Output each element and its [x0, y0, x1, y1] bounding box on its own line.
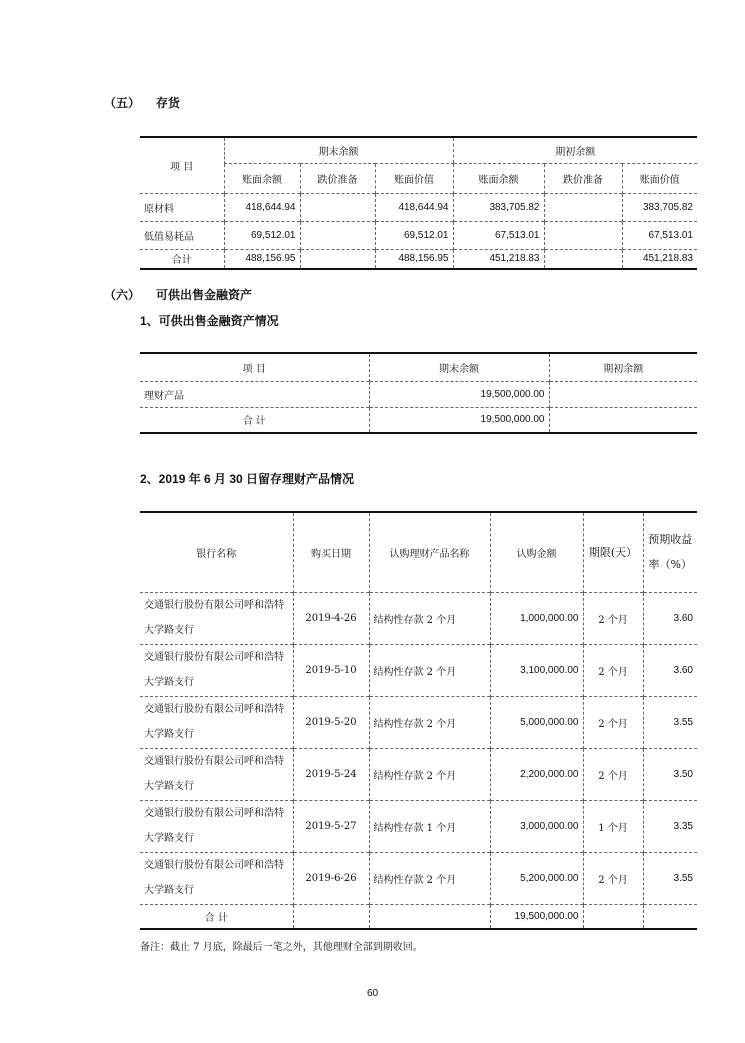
product-rate: 3.50	[643, 748, 697, 800]
inv-cell: 69,512.01	[375, 221, 453, 249]
product-amount: 3,100,000.00	[490, 644, 583, 696]
table-row	[140, 193, 697, 221]
afs-header-item: 项 目	[242, 363, 266, 375]
table-row-total	[140, 407, 697, 433]
inv-row-name: 低值易耗品	[144, 231, 194, 243]
afs-header-end: 期末余额	[369, 353, 549, 381]
product-bank-name: 交通银行股份有限公司呼和浩特大学路支行	[144, 756, 284, 792]
product-rate: 3.55	[643, 696, 697, 748]
table-row	[140, 592, 697, 644]
inv-cell	[300, 221, 375, 249]
afs-table	[140, 352, 697, 434]
inv-cell	[544, 249, 622, 269]
product-term: 2 个月	[583, 748, 643, 800]
table-row	[140, 381, 697, 407]
afs-row-name: 理财产品	[144, 390, 184, 402]
inv-header-item: 项 目	[170, 161, 194, 173]
afs-cell: 19,500,000.00	[369, 381, 549, 407]
inv-cell	[300, 249, 375, 269]
table-row	[140, 644, 697, 696]
products-header-product: 认购理财产品名称	[369, 512, 490, 592]
products-total-cell	[643, 904, 697, 929]
product-term: 2 个月	[583, 644, 643, 696]
section6-title: 可供出售金融资产	[156, 288, 253, 302]
inv-header-book-balance-2: 账面余额	[453, 163, 544, 193]
product-rate: 3.35	[643, 800, 697, 852]
inv-header-begin-group: 期初余额	[453, 137, 697, 163]
products-header-bank: 银行名称	[196, 548, 237, 560]
products-table	[140, 511, 697, 930]
inv-cell: 451,218.83	[453, 249, 544, 269]
inv-cell: 418,644.94	[224, 193, 300, 221]
table-note: 备注：截止 7 月底，除最后一笔之外，其他理财全部到期收回。	[140, 942, 423, 953]
product-bank-name: 交通银行股份有限公司呼和浩特大学路支行	[144, 808, 284, 844]
product-amount: 5,200,000.00	[490, 852, 583, 904]
inv-cell: 67,513.01	[622, 221, 697, 249]
product-purchase-date: 2019-5-20	[293, 696, 369, 748]
table-row	[140, 800, 697, 852]
product-name: 结构性存款 2 个月	[369, 748, 490, 800]
section6-subheading-1: 1、可供出售金融资产情况	[140, 314, 279, 328]
table-row	[140, 221, 697, 249]
products-total-label: 合 计	[204, 912, 228, 924]
product-purchase-date: 2019-6-26	[293, 852, 369, 904]
product-bank-name: 交通银行股份有限公司呼和浩特大学路支行	[144, 704, 284, 740]
product-term: 1 个月	[583, 800, 643, 852]
inv-cell: 488,156.95	[375, 249, 453, 269]
inv-cell: 67,513.01	[453, 221, 544, 249]
inv-cell: 451,218.83	[622, 249, 697, 269]
inv-header-impairment: 跌价准备	[300, 163, 375, 193]
product-name: 结构性存款 2 个月	[369, 852, 490, 904]
section6-subheading-2: 2、2019 年 6 月 30 日留存理财产品情况	[140, 472, 355, 486]
inv-cell	[544, 193, 622, 221]
products-total-cell	[369, 904, 490, 929]
product-purchase-date: 2019-4-26	[293, 592, 369, 644]
afs-cell	[549, 381, 697, 407]
afs-cell: 19,500,000.00	[369, 407, 549, 433]
product-term: 2 个月	[583, 592, 643, 644]
inv-header-book-balance: 账面余额	[224, 163, 300, 193]
product-amount: 2,200,000.00	[490, 748, 583, 800]
product-name: 结构性存款 2 个月	[369, 592, 490, 644]
products-header-term: 期限(天）	[583, 512, 643, 592]
afs-row-name: 合 计	[242, 416, 266, 428]
products-total-cell	[293, 904, 369, 929]
section5-title: 存货	[156, 96, 181, 110]
product-purchase-date: 2019-5-10	[293, 644, 369, 696]
product-bank-name: 交通银行股份有限公司呼和浩特大学路支行	[144, 860, 284, 896]
inv-cell: 383,705.82	[622, 193, 697, 221]
inv-cell	[544, 221, 622, 249]
products-header-date: 购买日期	[293, 512, 369, 592]
inv-header-book-value-2: 账面价值	[622, 163, 697, 193]
product-rate: 3.60	[643, 592, 697, 644]
products-header-rate: 预期收益率（%）	[643, 512, 697, 592]
inv-cell: 69,512.01	[224, 221, 300, 249]
product-purchase-date: 2019-5-27	[293, 800, 369, 852]
product-rate: 3.60	[643, 644, 697, 696]
product-name: 结构性存款 2 个月	[369, 644, 490, 696]
product-term: 2 个月	[583, 852, 643, 904]
product-bank-name: 交通银行股份有限公司呼和浩特大学路支行	[144, 652, 284, 688]
product-purchase-date: 2019-5-24	[293, 748, 369, 800]
inv-header-impairment-2: 跌价准备	[544, 163, 622, 193]
inv-cell: 383,705.82	[453, 193, 544, 221]
table-row	[140, 696, 697, 748]
inv-row-name: 合计	[171, 255, 192, 267]
table-row-total	[140, 249, 697, 269]
page-number: 60	[366, 988, 379, 999]
table-row-total	[140, 904, 697, 929]
table-row	[140, 748, 697, 800]
section5-number: （五）	[104, 96, 141, 110]
product-name: 结构性存款 1 个月	[369, 800, 490, 852]
product-rate: 3.55	[643, 852, 697, 904]
inventory-table	[140, 136, 697, 270]
products-total-amount: 19,500,000.00	[490, 904, 583, 929]
products-header-amount: 认购金额	[490, 512, 583, 592]
products-total-cell	[583, 904, 643, 929]
inv-cell: 418,644.94	[375, 193, 453, 221]
product-bank-name: 交通银行股份有限公司呼和浩特大学路支行	[144, 600, 284, 636]
product-amount: 3,000,000.00	[490, 800, 583, 852]
product-amount: 5,000,000.00	[490, 696, 583, 748]
inv-header-end-group: 期末余额	[224, 137, 453, 163]
product-name: 结构性存款 2 个月	[369, 696, 490, 748]
section6-number: （六）	[104, 288, 141, 302]
inv-row-name: 原材料	[144, 203, 174, 215]
inv-cell	[300, 193, 375, 221]
inv-header-book-value: 账面价值	[375, 163, 453, 193]
product-term: 2 个月	[583, 696, 643, 748]
table-row	[140, 852, 697, 904]
afs-cell	[549, 407, 697, 433]
afs-header-begin: 期初余额	[549, 353, 697, 381]
product-amount: 1,000,000.00	[490, 592, 583, 644]
inv-cell: 488,156.95	[224, 249, 300, 269]
